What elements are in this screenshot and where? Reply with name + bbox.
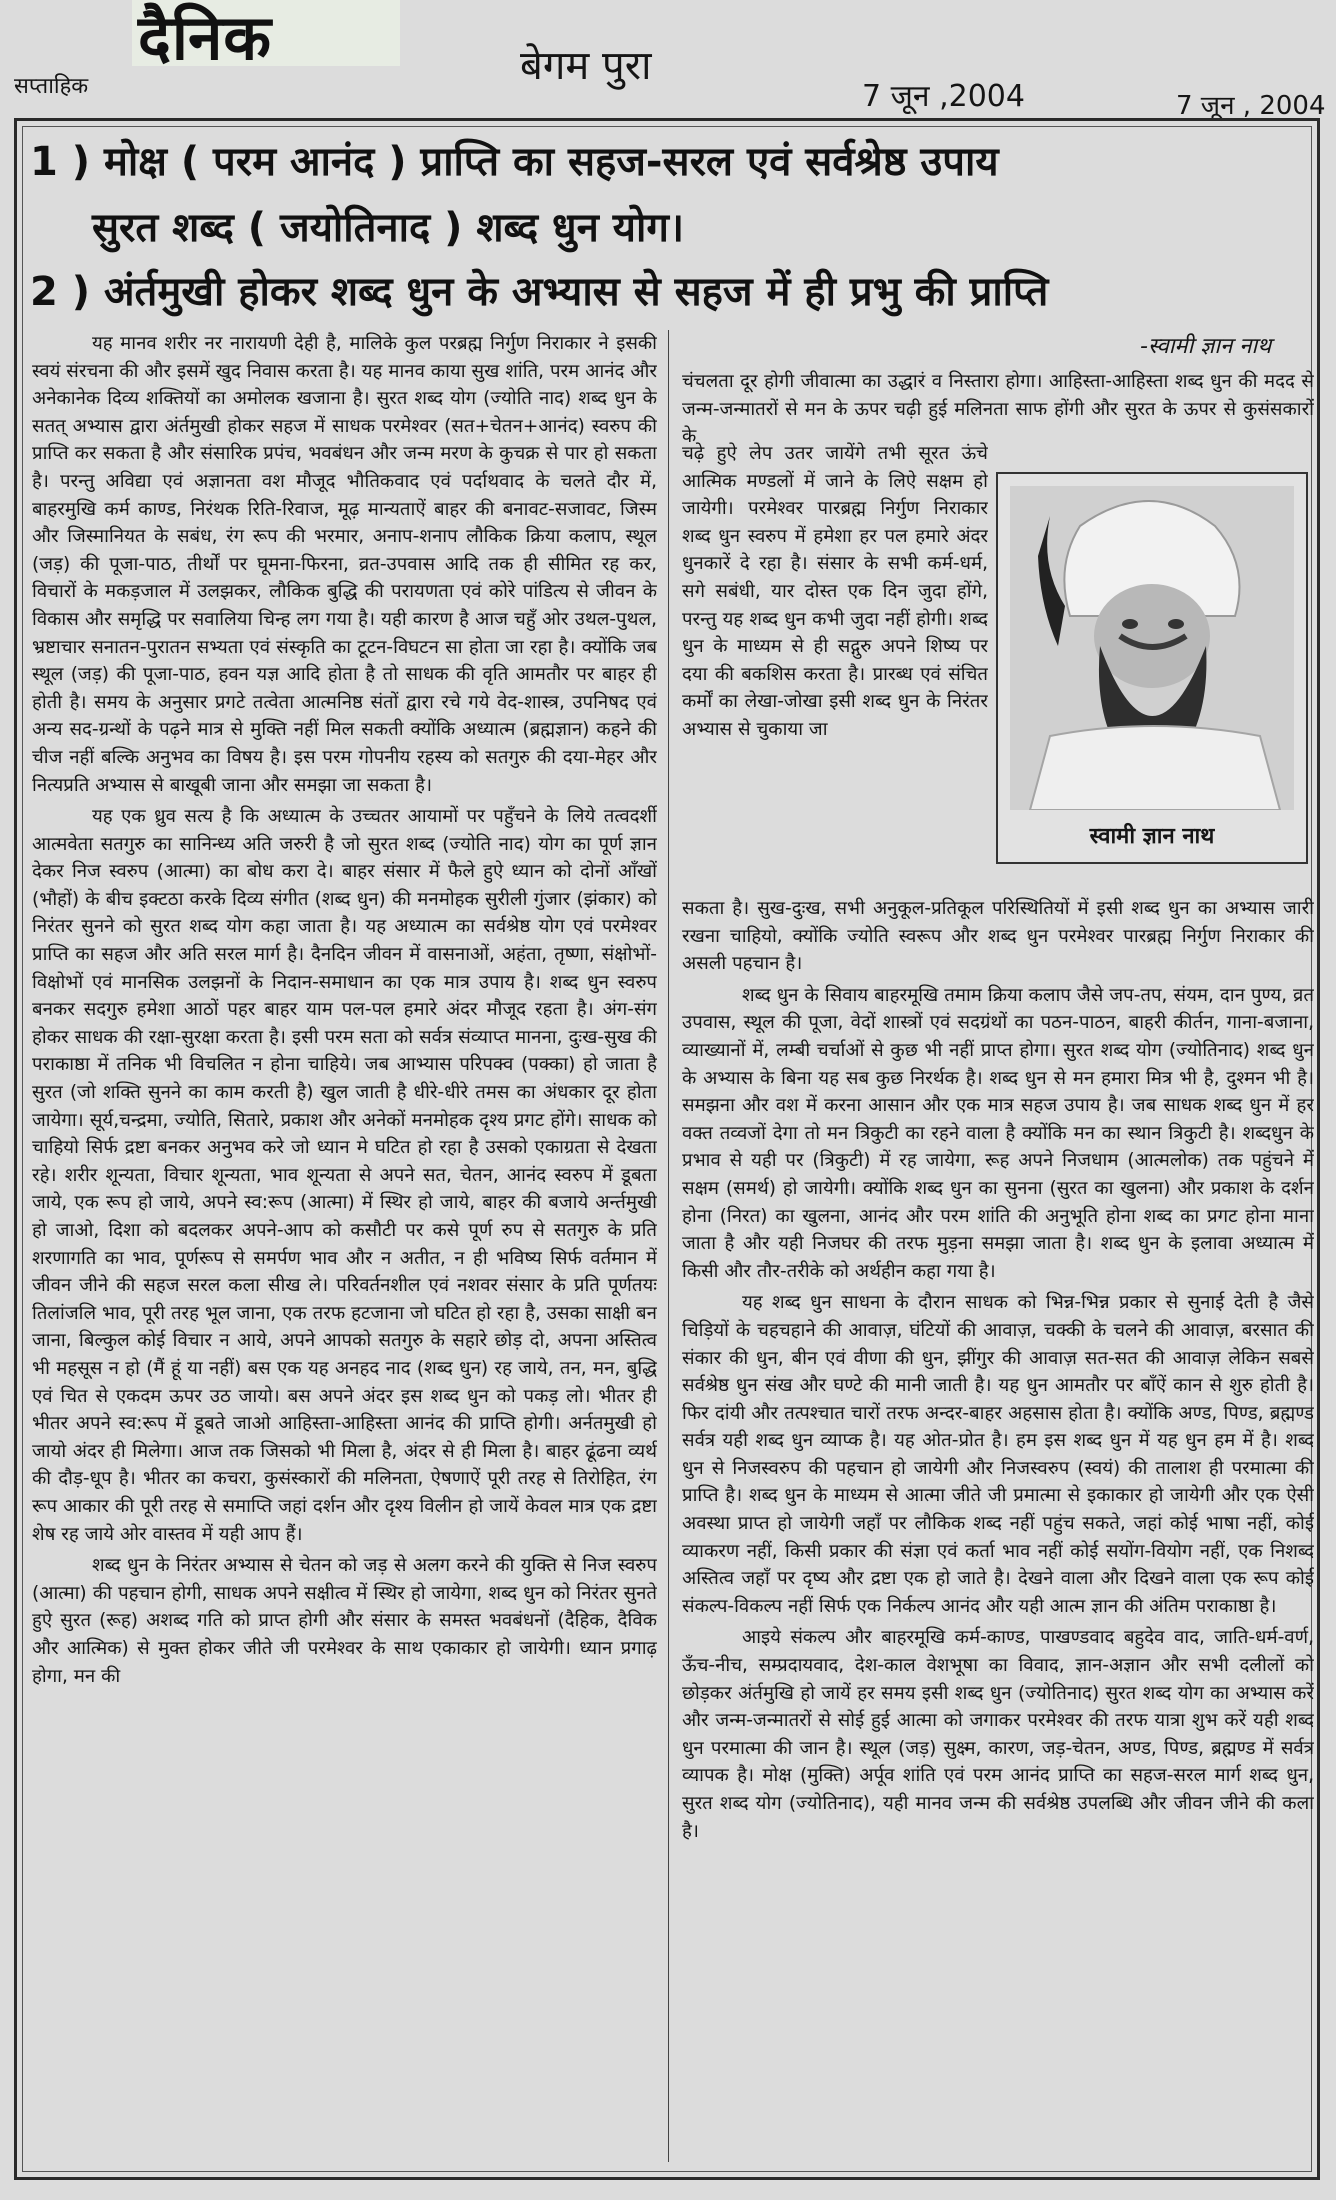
right-paragraph-1: सकता है। सुख-दुःख, सभी अनुकूल-प्रतिकूल परिस्थितियों में इसी शब्द धुन का अभ्यास जारी रखना चाहियो, क्योंकि ज्योति स्वरूप और शब्द धुन परमेश्वर पारब्रह्म निर्गुण निराकार की असली पहचान है।	[682, 898, 1314, 975]
right-paragraph-3: यह शब्द धुन साधना के दौरान साधक को भिन्न-भिन्न प्रकार से सुनाई देती है जैसे चिड़ियों के चहचहाने की आवाज़, घंटियों की आवाज़, चक्की के चलने की आवाज़, बरसात की संकार की धुन, बीन एवं वीणा की धुन, झींगुर की आवाज़ सत-सत की आवाज़ लेकिन सबसे सर्वश्रेष्ठ धुन संख और घण्टे की मानी जाती है। यह धुन आमतौर पर बाँऐं कान से शुरु होती है। फिर दांयी और तत्पश्चात चारों तरफ अन्दर-बाहर अहसास होता है। क्योंकि अण्ड, पिण्ड, ब्रह्मण्ड सर्वत्र यही शब्द धुन व्याप्क है। यह ओत-प्रोत है। हम इस शब्द धुन में यह धुन हम में है। शब्द धुन से निजस्वरुप की पहचान हो जायेगी और निजस्वरुप (स्वयं) की तालाश ही परमात्मा की प्राप्ति है। शब्द धुन के माध्यम से आत्मा जीते जी प्रमात्मा से इकाकार हो जायेगी और एक ऐसी अवस्था प्राप्त हो जायेगी जहाँ पर लौकिक शब्द नहीं पहुंच सकते, जहां कोई भाषा नहीं, कोई व्याकरण नहीं, किसी प्रकार की संज्ञा एवं कर्ता भाव नहीं कोई सयोंग-वियोग नहीं, एक निशब्द अस्तित्व जहाँ पर दृष्य और द्रष्टा एक हो जाते है। देखने वाला और दिखने वाला एक रूप कोई संकल्प-विकल्प नहीं सिर्फ एक निर्कल्प आनंद और यही आत्म ज्ञान की अंतिम पराकाष्ठा है।	[682, 1292, 1314, 1617]
headline-1: 1 ) मोक्ष ( परम आनंद ) प्राप्ति का सहज-सरल एवं सर्वश्रेष्ठ उपाय	[30, 139, 999, 185]
left-paragraph-2: यह एक ध्रुव सत्य है कि अध्यात्म के उच्चतर आयामों पर पहुँचने के लिये तत्वदर्शी आत्मवेता सतगुरु का सानिन्ध्य अति जरुरी है जो सुरत शब्द (ज्योति नाद) योग का पूर्ण ज्ञान देकर निज स्वरुप (आत्मा) का बोध करा दे। बाहर संसार में फैले हुऐ ध्यान को दोनों आँखों (भौहों) के बीच इक्टठा करके दिव्य संगीत (शब्द धुन) की मनमोहक सुरीली गुंजार (झंकार) को निरंतर सुनने को सुरत शब्द योग कहा जाता है। यह अध्यात्म का सर्वश्रेष्ठ योग एवं परमेश्वर प्राप्ति का सहज और अति सरल मार्ग है। दैनदिन जीवन में वासनाओं, अहंता, तृष्णा, संक्षोभों-विक्षोभों एवं मानसिक उलझनों के निदान-समाधान का एक मात्र उपाय है। शब्द धुन स्वरुप बनकर सदगुरु हमेशा आठों पहर बाहर याम पल-पल हमारे अंदर मौजूद रहता है। अंग-संग होकर साधक की रक्षा-सुरक्षा करता है। इसी परम सता को सर्वत्र संव्याप्त मानना, दुःख-सुख की पराकाष्ठा में तनिक भी विचलित न होना चाहिये। जब आभ्यास परिपक्व (पक्का) हो जाता है सुरत (जो शक्ति सुनने का काम करती है) खुल जाती है धीरे-धीरे तमस का अंधकार दूर होता जायेगा। सूर्य,चन्द्रमा, ज्योति, सितारे, प्रकाश और अनेकों मनमोहक दृश्य प्रगट होंगे। साधक को चाहियो सिर्फ द्रष्टा बनकर अनुभव करे जो ध्यान मे घटित हो रहा है उसको एकाग्रता से देखता रहे। शरीर शून्यता, विचार शून्यता, भाव शून्यता से अपने सत, चेतन, आनंद स्वरुप में डूबता जाये, एक रूप हो जाये, अपने स्व:रूप (आत्मा) में स्थिर हो जाये, बाहर की बजाये अर्न्तमुखी हो जाओ, दिशा को बदलकर अपने-आप को कसौटी पर कसे पूर्ण रुप से सतगुरु के प्रति शरणागति का भाव, पूर्णरूप से समर्पण भाव और न अतीत, न ही भविष्य सिर्फ वर्तमान में जीवन जीने की सहज सरल कला सीख ले। परिवर्तनशील एवं नशवर संसार के प्रति पूर्णतयः तिलांजलि भाव, पूरी तरह भूल जाना, एक तरफ हटजाना जो घटित हो रहा है, उसका साक्षी बन जाना, बिल्कुल कोई विचार न आये, अपने आपको सतगुरु के सहारे छोड़ दो, अपना अस्तित्व भी महसूस न हो (मैं हूं या नहीं) बस एक यह अनहद नाद (शब्द धुन) रह जाये, तन, मन, बुद्धि एवं चित से एकदम ऊपर उठ जायो। बस अपने अंदर इस शब्द धुन को पकड़ लो। भीतर ही भीतर अपने स्व:रूप में डूबते जाओ आहिस्ता-आहिस्ता आनंद की प्राप्ति होगी। अर्नतमुखी हो जायो अंदर ही मिलेगा। आज तक जिसको भी मिला है, अंदर से ही मिला है। बाहर ढूंढना व्यर्थ की दौड़-धूप है। भीतर का कचरा, कुसंस्कारों की मलिनता, ऐषणाऐं पूरी तरह से तिरोहित, रंग रूप आकार की पूरी तरह से समाप्ति जहां दर्शन और दृश्य विलीन हो जायें केवल मात्र एक द्रष्टा शेष रह जाये ओर वास्तव में यही आप हैं।	[32, 806, 657, 1545]
right-paragraph-4: आइये संकल्प और बाहरमूखि कर्म-काण्ड, पाखण्डवाद बहुदेव वाद, जाति-धर्म-वर्ण, ऊँच-नीच, सम्प्रदायवाद, देश-काल वेशभूषा का विवाद, ज्ञान-अज्ञान और सभी दलीलों को छोड़कर अंर्तमुखि हो जायें हर समय इसी शब्द धुन (ज्योतिनाद) सुरत शब्द योग का अभ्यास करें और जन्म-जन्मातरों से सोई हुई आत्मा को जगाकर परमेश्वर की तरफ यात्रा शुभ करें यही शब्द धुन परमात्मा की जान है। स्थूल (जड़) सुक्ष्म, कारण, जड़-चेतन, अण्ड, पिण्ड, ब्रह्मण्ड में सर्वत्र व्यापक है। मोक्ष (मुक्ति) अर्पूव शांति एवं परम आनंद प्राप्ति का सहज-सरल मार्ग शब्द धुन, सुरत शब्द योग (ज्योतिनाद), यही मानव जन्म की सर्वश्रेष्ठ उपलब्धि और जीवन जीने की कला है।	[682, 1627, 1314, 1842]
logo-text: दैनिक	[138, 1, 273, 74]
right-paragraph-2: शब्द धुन के सिवाय बाहरमूखि तमाम क्रिया कलाप जैसे जप-तप, संयम, दान पुण्य, व्रत उपवास, स्थूल की पूजा, वेदों शास्त्रों एवं सदग्रंथों का पठन-पाठन, बाहरी कीर्तन, गाना-बजाना, व्याख्यानों में, लम्बी चर्चाओं से कुछ भी नहीं प्राप्त होगा। सुरत शब्द योग (ज्योतिनाद) शब्द धुन के अभ्यास के बिना यह सब कुछ निरर्थक है। शब्द धुन से मन हमारा मित्र भी है, दुश्मन भी है। समझना और वश में करना आसान और एक मात्र सहज उपाय है। जब साधक शब्द धुन में हर वक्त तव्वजों देगा तो मन त्रिकुटी का रहने वाला है क्योंकि मन का स्थान त्रिकुटी है। शब्दधुन के प्रभाव से यही पर (त्रिकुटी) में रह जायेगा, रूह अपने निजधाम (आत्मलोक) तक पहुंचने में सक्षम (समर्थ) हो जायेगी। क्योंकि शब्द धुन का सुनना (सुरत का खुलना) और प्रकाश के दर्शन होना (निरत) का खुलना, आनंद और परम शांति की अनुभूति होना शब्द का प्रगट होना माना जाता है और यही निजघर की तरफ मुड़ना समझा जाता है। शब्द धुन के इलावा अध्यात्म में किसी और तौर-तरीके को अर्थहीन कहा गया है।	[682, 984, 1314, 1282]
column-divider	[668, 330, 669, 2162]
byline: -स्वामी ज्ञान नाथ	[1140, 334, 1272, 359]
headline-1-subline: सुरत शब्द ( जयोतिनाद ) शब्द धुन योग।	[92, 205, 685, 251]
portrait-illustration	[1010, 486, 1294, 810]
left-paragraph-3: शब्द धुन के निरंतर अभ्यास से चेतन को जड़ से अलग करने की युक्ति से निज स्वरुप (आत्मा) की पहचान होगी, साधक अपने सक्षीत्व में स्थिर हो जायेगा, शब्द धुन को निरंतर सुनते हुऐ सुरत (रूह) अशब्द गति को प्राप्त होगी और संसार के समस्त भवबंधनों (दैहिक, दैविक और आत्मिक) से मुक्त होकर जीते जी परमेश्वर के साथ एकाकार हो जायेगी। ध्यान प्रगाढ़ होगा, मन की	[32, 1555, 657, 1687]
newspaper-logo	[132, 0, 400, 74]
weekly-label: सप्ताहिक	[14, 74, 89, 99]
print-date: 7 जून , 2004	[1176, 91, 1326, 121]
right-column-narrow	[682, 440, 988, 924]
place-name: बेगम पुरा	[520, 43, 652, 89]
right-top-text: चंचलता दूर होगी जीवात्मा का उद्धारं व निस्तारा होगा। आहिस्ता-आहिस्ता शब्द धुन की मदद से जन्म-जन्मातरों से मन के ऊपर चढ़ी हुई मलिनता साफ होंगी और सुरत के ऊपर से कुसंसकारों के	[682, 371, 1314, 448]
right-narrow-text: चढ़े हुऐ लेप उतर जायेंगे तभी सूरत ऊंचे आत्मिक मण्डलों में जाने के लिऐ सक्षम हो जायेगी। परमेश्वर पारब्रह्म निर्गुण निराकार शब्द धुन स्वरुप में हमेशा हर पल हमारे अंदर धुनकारें दे रहा है। संसार के सभी कर्म-धर्म, सगे सबंधी, यार दोस्त एक दिन जुदा होंगे, परन्तु यह शब्द धुन कभी जुदा नहीं होगी। शब्द धुन के माध्यम से ही सद्गुरु अपने शिष्य पर दया की बकशिस करता है। प्रारब्ध एवं संचित कर्मों का लेखा-जोखा इसी शब्द धुन के निरंतर अभ्यास से चुकाया जा	[682, 443, 988, 740]
handwritten-date: 7 जून ,2004	[862, 79, 1025, 114]
photo-caption: स्वामी ज्ञान नाथ	[1089, 824, 1215, 849]
left-paragraph-1: यह मानव शरीर नर नारायणी देही है, मालिके कुल परब्रह्म निर्गुण निराकार ने इसकी स्वयं संरचना की और इसमें खुद निवास करता है। यह मानव काया सुख शांति, परम आनंद और अनेकानेक दिव्य शक्तियों का अमोलक खजाना है। सुरत शब्द योग (ज्योति नाद) शब्द धुन के सतत् अभ्यास द्वारा अंर्तमुखी होकर सहज में साधक परमेश्वर (सत+चेतन+आनंद) स्वरुप की प्राप्ति कर सकता है और संसारिक प्रपंच, भवबंधन और जन्म मरण के कुचक्र से पार हो सकता है। परन्तु अविद्या एवं अज्ञानता वश मौजूद भौतिकवाद एवं पर्दाथवाद के चलते दौर में, बाहरमुखि कर्म काण्ड, निरंथक रिति-रिवाज, मूढ़ मान्यताऐं बाहर की बनावट-सजावट, जिस्म और जिस्मानियत के सबंध, रंग रूप की भरमार, अनाप-शनाप लौकिक क्रिया कलाप, स्थूल (जड़) की पूजा-पाठ, तीर्थों पर घूमना-फिरना, व्रत-उपवास आदि तक ही सीमित रह कर, विचारों के मकड़जाल में उलझकर, लौकिक बुद्धि की परायणता एवं कोरे पांडित्य से जीवन के विकास और समृद्धि पर सवालिया चिन्ह लग गया है। यही कारण है आज चहुँ ओर उथल-पुथल, भ्रष्टाचार सनातन-पुरातन सभ्यता एवं संस्कृति का टूटन-विघटन सा होता जा रहा है। क्योंकि जब स्थूल (जड़) की पूजा-पाठ, हवन यज्ञ आदि होता है तो साधक की वृति आमतौर पर बाहर ही होती है। समय के अनुसार प्रगटे तत्वेता आत्मनिष्ठ संतों द्वारा रचे गये वेद-शास्त्र, उपनिषद एवं अन्य सद-ग्रन्थों के पढ़ने मात्र से मुक्ति नहीं मिल सकती क्योंकि अध्यात्म (ब्रह्मज्ञान) कहने की चीज नहीं बल्कि अनुभव का विषय है। इस परम गोपनीय रहस्य को सतगुरु की दया-मेहर और नित्यप्रति अभ्यास से बाखूबी जाना और समझा जा सकता है।	[32, 333, 657, 796]
masthead	[0, 0, 1336, 121]
right-column-bottom	[682, 895, 1314, 2162]
left-column	[32, 330, 657, 2162]
author-photo-box	[996, 472, 1308, 864]
author-photo	[1010, 486, 1294, 810]
headline-2: 2 ) अंर्तमुखी होकर शब्द धुन के अभ्यास से सहज में ही प्रभु की प्राप्ति	[30, 269, 1049, 315]
